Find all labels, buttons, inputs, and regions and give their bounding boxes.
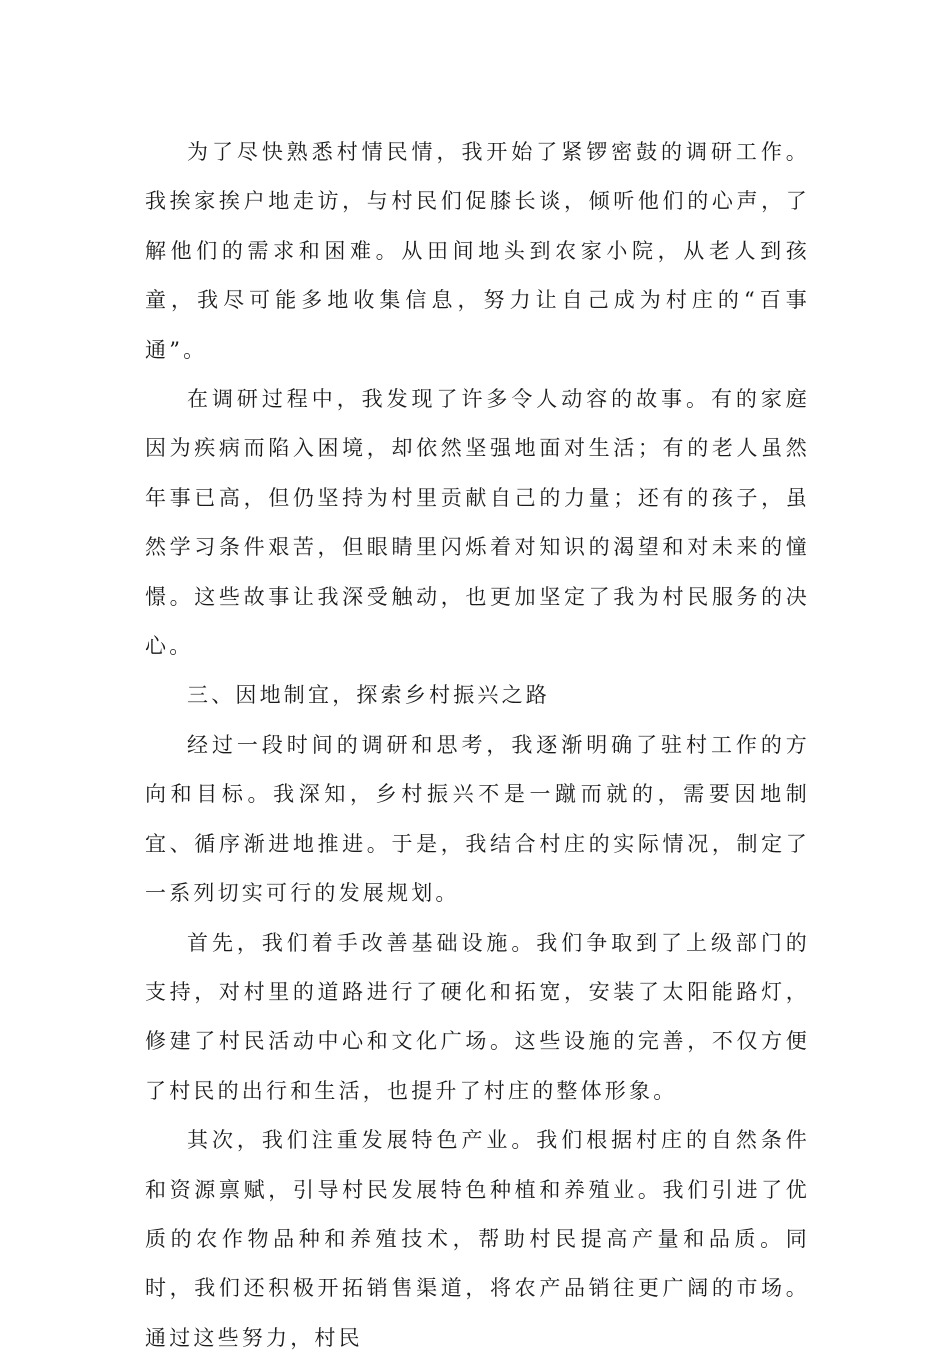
paragraph-research-work: 为了尽快熟悉村情民情，我开始了紧锣密鼓的调研工作。我挨家挨户地走访，与村民们促膝长谈，倾听他们的心声，了解他们的需求和困难。从田间地头到农家小院，从老人到孩童，我尽可能多地收集信息，努力让自己成为村庄的“百事通”。 — [145, 140, 810, 362]
paragraph-infrastructure: 首先，我们着手改善基础设施。我们争取到了上级部门的支持，对村里的道路进行了硬化和拓宽，安装了太阳能路灯，修建了村民活动中心和文化广场。这些设施的完善，不仅方便了村民的出行和生活，也提升了村庄的整体形象。 — [145, 930, 810, 1103]
paragraph-direction-goals: 经过一段时间的调研和思考，我逐渐明确了驻村工作的方向和目标。我深知，乡村振兴不是一蹴而就的，需要因地制宜、循序渐进地推进。于是，我结合村庄的实际情况，制定了一系列切实可行的发展规划。 — [145, 732, 810, 906]
section-heading-three: 三、因地制宜，探索乡村振兴之路 — [187, 683, 550, 708]
document-body — [145, 128, 810, 1363]
paragraph-touching-stories: 在调研过程中，我发现了许多令人动容的故事。有的家庭因为疾病而陷入困境，却依然坚强地面对生活；有的老人虽然年事已高，但仍坚持为村里贡献自己的力量；还有的孩子，虽然学习条件艰苦，但眼睛里闪烁着对知识的渴望和对未来的憧憬。这些故事让我深受触动，也更加坚定了我为村民服务的决心。 — [145, 387, 810, 659]
paragraph-specialty-industry: 其次，我们注重发展特色产业。我们根据村庄的自然条件和资源禀赋，引导村民发展特色种植和养殖业。我们引进了优质的农作物品种和养殖技术，帮助村民提高产量和品质。同时，我们还积极开拓销售渠道，将农产品销往更广阔的市场。通过这些努力，村民 — [145, 1128, 810, 1350]
